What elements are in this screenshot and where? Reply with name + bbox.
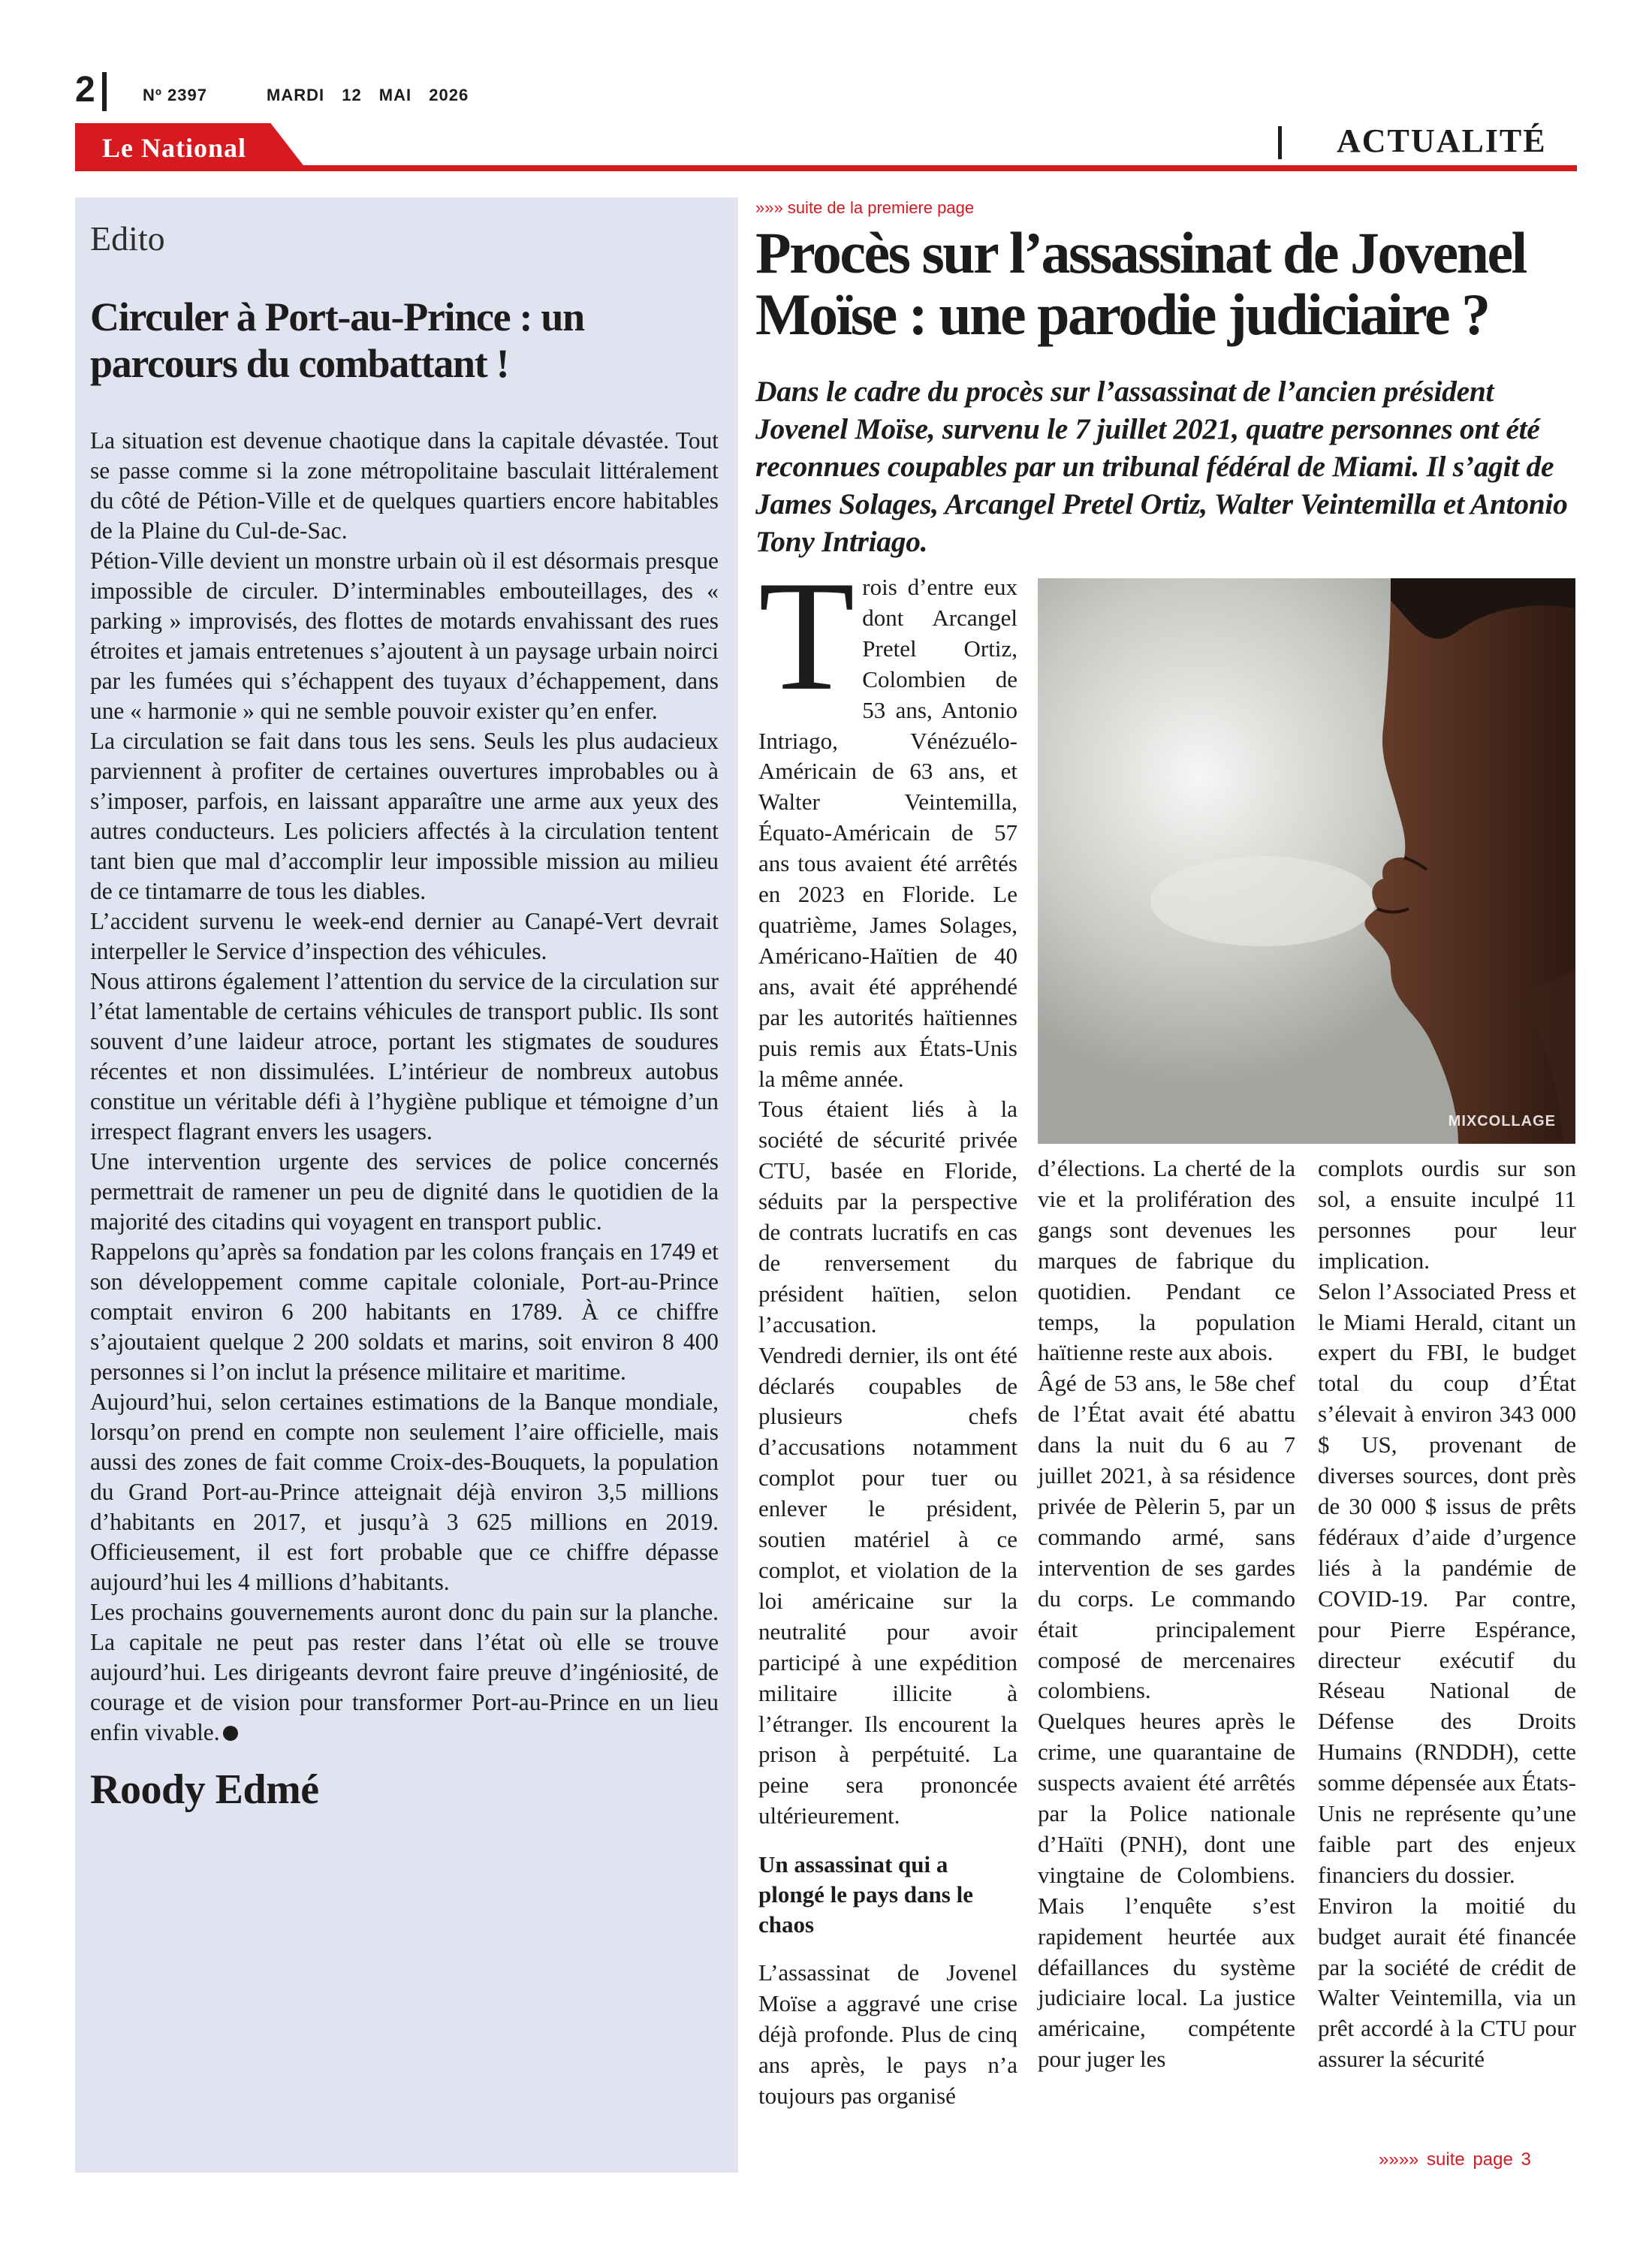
edito-paragraph: Aujourd’hui, selon certaines estimations de la Banque mondiale, lorsqu’on prend en compte non seulement l’aire officielle, mais aussi des zones de fait comme Croix-des-Bouquets, la population du Grand Port-au-Prince atteignait déjà environ 3,5 millions d’habitants en 2017, et jusqu’à 3 625 millions en 2019. Officieusement, il est fort probable que ce chiffre dépasse aujourd’hui les 4 millions d’habitants. <box>90 1389 719 1596</box>
article-paragraph: Quelques heures après le crime, une quarantaine de suspects avaient été arrêtés par la Police nationale d’Haïti (PNH), dont une vingtaine de Colombiens. Mais l’enquête s’est rapidement heurtée aux défaillances du système judiciaire local. La justice américaine, compétente pour juger les <box>1038 1708 1295 2073</box>
section-divider <box>1278 126 1282 159</box>
edito-author: Roody Edmé <box>90 1766 319 1814</box>
article-paragraph: Vendredi dernier, ils ont été déclarés coupables de plusieurs chefs d’accusations notamment complot pour tuer ou enlever le président, soutien matériel à ce complot, et violation de la loi américaine sur la neutralité pour avoir participé à une expédition militaire illicite à l’étranger. Ils encourent la prison à perpétuité. La peine sera prononcée ultérieurement. <box>758 1341 1017 1829</box>
article-paragraph: Selon l’Associated Press et le Miami Herald, citant un expert du FBI, le budget total du coup d’État s’élevait à environ 343 000 $ US, provenant de diverses sources, dont près de 30 000 $ issus de prêts fédéraux d’aide d’urgence liés à la pandémie de COVID-19. Par contre, pour Pierre Espérance, directeur exécutif du Réseau National de Défense des Droits Humains (RNDDH), cette somme dépensée aux États-Unis ne représente qu’une faible part des enjeux financiers du dossier. <box>1318 1277 1576 1888</box>
edito-paragraph: Rappelons qu’après sa fondation par les colons français en 1749 et son développement comme capitale coloniale, Port-au-Prince comptait environ 6 200 habitants en 1789. À ce chiffre s’ajoutaient quelque 2 200 soldats et marins, soit environ 8 400 personnes si l’on inclut la présence militaire et maritime. <box>90 1238 719 1386</box>
article-paragraph: Âgé de 53 ans, le 58e chef de l’État avait été abattu dans la nuit du 6 au 7 juillet 2021, à sa résidence privée de Pèlerin 5, par un commando armé, sans intervention de ses gardes du corps. Le commando était principalement composé de mercenaires colombiens. <box>1038 1370 1295 1704</box>
article-paragraph: d’élections. La cherté de la vie et la prolifération des gangs sont devenues les marques de fabrique du quotidien. Pendant ce temps, la population haïtienne reste aux abois. <box>1038 1155 1295 1366</box>
edito-final-text: Les prochains gouvernements auront donc du pain sur la planche. La capitale ne peut pas rester dans l’état où elle se trouve aujourd’hui. Les dirigeants devront faire preuve d’ingéniosité, de courage et de vision pour transformer Port-au-Prince en un lieu enfin vivable. <box>90 1599 719 1746</box>
article-column-1 <box>758 549 1017 2112</box>
lead-text: rois d’entre eux dont Arcangel Pretel Ortiz, Colombien de 53 ans, Antonio Intriago, Vénézuélo-Américain de 63 ans, et Walter Veintemilla, Équato-Américain de 57 ans tous avaient été arrêtés en 2023 en Floride. Le quatrième, James Solages, Américano-Haïtien de 40 ans, avait été appréhendé par les autorités haïtiennes puis remis aux États-Unis la même année. <box>758 574 1017 1092</box>
edito-paragraph-final <box>90 1597 719 1748</box>
article-paragraph: complots ourdis sur son sol, a ensuite inculpé 11 personnes pour leur implication. <box>1318 1155 1576 1274</box>
article-column-2 <box>1038 1154 1295 2075</box>
edito-paragraph: Nous attirons également l’attention du service de la circulation sur l’état lamentable de certains véhicules de transport public. Ils sont souvent d’une laideur atroce, portant les stigmates de soudures récentes et non dissimulées. L’intérieur de nombreux autobus constitue un véritable défi à l’hygiène publique et témoigne d’un irrespect flagrant envers les usagers. <box>90 968 719 1145</box>
edito-paragraph: La circulation se fait dans tous les sens. Seuls les plus audacieux parviennent à profiter de certaines ouvertures improbables ou à s’imposer, parfois, en laissant apparaître une arme aux yeux des autres conducteurs. Les policiers affectés à la circulation tentent tant bien que mal d’accomplir leur impossible mission au milieu de ce tintamarre de tous les diables. <box>90 728 719 905</box>
page-number: 2 <box>75 70 95 110</box>
header-red-rule <box>75 165 1577 171</box>
article-headline: Procès sur l’assassinat de Jovenel Moïse : une parodie judiciaire ? <box>755 220 1526 347</box>
portrait-profile-illustration <box>1038 578 1575 1144</box>
edito-body <box>90 426 719 1748</box>
edito-paragraph: Une intervention urgente des services de police concernés permettrait de ramener un peu de dignité dans le quotidien de la majorité des citadins qui voyagent en transport public. <box>90 1148 719 1235</box>
page-header <box>0 0 1652 180</box>
brand-name: Le National <box>102 133 247 163</box>
continued-to-link[interactable]: »»»» suite page 3 <box>1379 2149 1531 2170</box>
article-column-3 <box>1318 1154 1576 2075</box>
article-subhead: Un assassinat qui a plongé le pays dans le chaos <box>758 1851 973 1938</box>
continued-from-link[interactable]: »»» suite de la premiere page <box>755 198 975 217</box>
article-paragraph: Tous étaient liés à la société de sécurité privée CTU, basée en Floride, séduits par la perspective de contrats lucratifs en cas de renversement du président haïtien, selon l’accusation. <box>758 1096 1017 1338</box>
edito-kicker: Edito <box>90 219 165 258</box>
edito-title: Circuler à Port-au-Prince : un parcours du combattant ! <box>90 294 584 386</box>
end-mark-icon <box>223 1726 238 1741</box>
drop-cap: T <box>758 549 855 723</box>
edito-paragraph: La situation est devenue chaotique dans la capitale dévastée. Tout se passe comme si la zone métropolitaine basculait littéralement du côté de Pétion-Ville et de quelques quartiers encore habitables de la Plaine du Cul-de-Sac. <box>90 427 719 544</box>
article-photo <box>1038 578 1575 1144</box>
edito-paragraph: L’accident survenu le week-end dernier au Canapé-Vert devrait interpeller le Service d’inspection des véhicules. <box>90 908 719 965</box>
article-paragraph: L’assassinat de Jovenel Moïse a aggravé une crise déjà profonde. Plus de cinq ans après, le pays n’a toujours pas organisé <box>758 1959 1017 2109</box>
article-paragraph: Environ la moitié du budget aurait été financée par la société de crédit de Walter Veintemilla, via un prêt accordé à la CTU pour assurer la sécurité <box>1318 1892 1576 2073</box>
issue-number: Nº 2397 <box>143 86 207 104</box>
issue-date: MARDI 12 MAI 2026 <box>267 86 469 104</box>
edito-sidebar <box>75 198 738 2173</box>
section-name: ACTUALITÉ <box>1337 122 1547 159</box>
article-standfirst: Dans le cadre du procès sur l’assassinat de l’ancien président Jovenel Moïse, survenu le 7 juillet 2021, quatre personnes ont été reconnues coupables par un tribunal fédéral de Miami. Il s’agit de James Solages, Arcangel Pretel Ortiz, Walter Veintemilla et Antonio Tony Intriago. <box>755 375 1568 558</box>
edito-paragraph: Pétion-Ville devient un monstre urbain où il est désormais presque impossible de circuler. D’interminables embouteillages, des « parking » improvisés, des flottes de motards envahissant des rues étroites et jamais entretenues s’ajoutent à un paysage urbain noirci par les fumées qui s’échappent des tuyaux d’échappement, dans une « harmonie » qui ne semble pouvoir exister qu’en enfer. <box>90 547 719 725</box>
photo-watermark: MIXCOLLAGE <box>1448 1113 1556 1130</box>
article-lead-paragraph <box>758 549 1017 1094</box>
page-number-divider <box>102 72 108 111</box>
